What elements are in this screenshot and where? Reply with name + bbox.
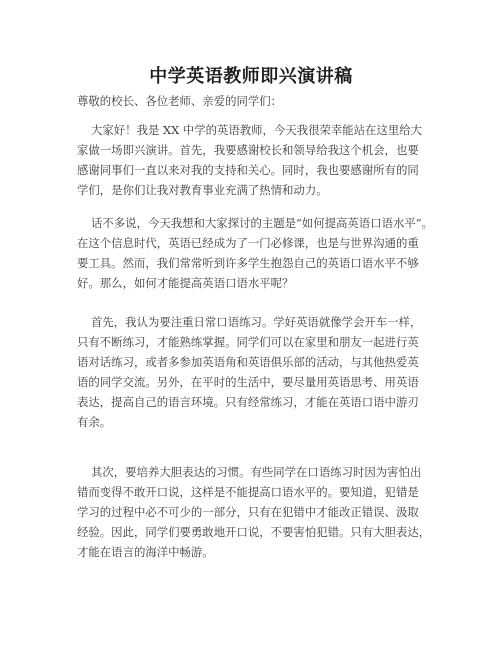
paragraph-line: 表达，提高自己的语言环境。只有经常练习，才能在英语口语中游刃	[77, 395, 419, 409]
greeting-line	[77, 91, 437, 111]
paragraph-line: 只有不断练习，才能熟练掌握。同学们可以在家里和朋友一起进行英	[77, 335, 419, 349]
paragraph-line: 错而变得不敢开口说，这样是不能提高口语水平的。要知道，犯错是	[77, 485, 419, 499]
paragraph-line: 好。那么，如何才能提高英语口语水平呢？	[77, 276, 294, 290]
paragraph-line: 学们，是你们让我对教育事业充满了热情和动力。	[77, 183, 328, 197]
paragraph-line: 其次，要培养大胆表达的习惯。有些同学在口语练习时因为害怕出	[91, 465, 422, 479]
paragraph-line: 家做一场即兴演讲。首先，我要感谢校长和领导给我这个机会，也要	[77, 143, 419, 157]
greeting-text: 尊敬的校长、各位老师、亲爱的同学们：	[77, 94, 283, 108]
paragraph-line: 话不多说，今天我想和大家探讨的主题是“如何提高英语口语水平”。	[91, 216, 433, 230]
paragraph-line: 大家好！我是 XX 中学的英语教师，今天我很荣幸能站在这里给大	[91, 123, 423, 137]
paragraph-line: 学习的过程中必不可少的一部分，只有在犯错中才能改正错误、汲取	[77, 505, 419, 519]
paragraph-line: 首先，我认为要注重日常口语练习。学好英语就像学会开车一样，	[91, 315, 422, 329]
paragraph-line: 要工具。然而，我们常常听到许多学生抱怨自己的英语口语水平不够	[77, 256, 419, 270]
document-title: 中学英语教师即兴演讲稿	[149, 66, 353, 87]
paragraph-line: 才能在语言的海洋中畅游。	[77, 545, 214, 559]
paragraph-line: 语的同学交流。另外，在平时的生活中，要尽量用英语思考、用英语	[77, 375, 419, 389]
paragraph-line: 语对话练习，或者多参加英语角和英语俱乐部的活动，与其他热爱英	[77, 355, 419, 369]
paragraph-4	[77, 462, 437, 562]
paragraph-2	[77, 213, 437, 293]
paragraph-1	[77, 120, 437, 200]
paragraph-3	[77, 312, 437, 432]
paragraph-line: 经验。因此，同学们要勇敢地开口说，不要害怕犯错。只有大胆表达，	[77, 525, 431, 539]
paragraph-line: 有余。	[77, 415, 112, 429]
paragraph-line: 感谢同事们一直以来对我的支持和关心。同时，我也要感谢所有的同	[77, 163, 419, 177]
paragraph-line: 在这个信息时代，英语已经成为了一门必修课，也是与世界沟通的重	[77, 236, 419, 250]
